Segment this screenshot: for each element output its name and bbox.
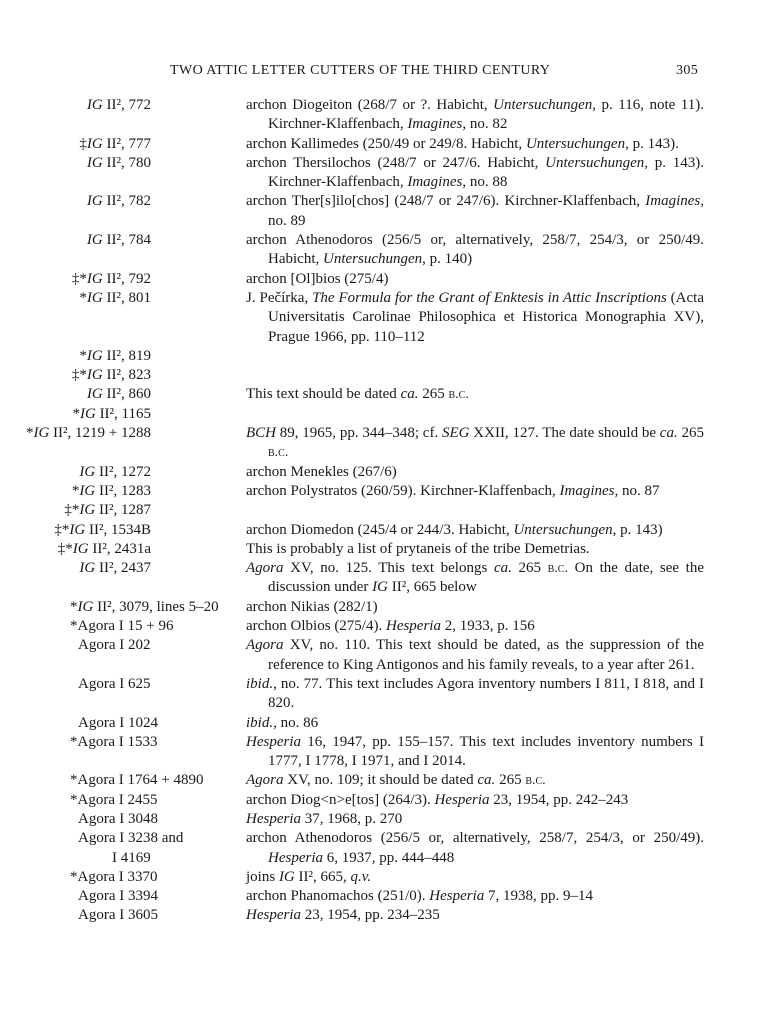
list-item	[0, 270, 777, 289]
inscription-description: This is probably a list of prytaneis of the tribe Demetrias.	[246, 540, 590, 557]
inscription-description: Hesperia 37, 1968, p. 270	[246, 810, 403, 827]
inscription-description: archon Athenodoros (256/5 or, alternatively, 258/7, 254/3, or 250/49. Habicht, Untersuchungen, p. 140)	[246, 232, 704, 268]
inscription-reference: IG II², 772	[86, 97, 151, 113]
list-item	[0, 135, 777, 154]
inscription-reference: *IG II², 801	[79, 289, 151, 306]
inscription-reference: Agora I 3238 and	[78, 830, 184, 847]
inscription-reference: ‡IG II², 777	[79, 135, 151, 152]
inscription-description: archon Diogeiton (268/7 or ?. Habicht, Untersuchungen, p. 116, note 11). Kirchner-Klaffenbach, Imagines, no. 82	[246, 97, 704, 133]
inscription-reference: IG II², 860	[86, 386, 151, 403]
inscription-description: Hesperia 16, 1947, pp. 155–157. This text includes inventory numbers I 1777, I 1778, I 1971, and I 2014.	[246, 733, 704, 770]
inscription-reference: *IG II², 1283	[71, 482, 151, 499]
inscription-reference: IG II², 784	[86, 232, 151, 249]
list-item	[0, 791, 777, 810]
inscription-reference: *Agora I 1764 + 4890	[70, 772, 204, 789]
inscription-description: J. Pečírka, The Formula for the Grant of Enktesis in Attic Inscriptions (Acta Universitatis Carolinae Philosophica et Historica Monographia XV), Prague 1966, pp. 110–112	[246, 289, 704, 345]
list-item	[0, 231, 777, 270]
inscription-reference-continued: I 4169	[112, 849, 151, 866]
page-number: 305	[676, 63, 699, 78]
inscription-description: Hesperia 23, 1954, pp. 234–235	[246, 907, 440, 924]
list-item	[0, 771, 777, 790]
inscription-description: archon Athenodoros (256/5 or, alternatively, 258/7, 254/3, or 250/49). Hesperia 6, 1937, pp. 444–448	[246, 830, 704, 866]
inscription-description: joins IG II², 665, q.v.	[246, 868, 372, 885]
inscription-description: Agora XV, no. 125. This text belongs ca. 265 b.c. On the date, see the discussion under IG II², 665 below	[246, 560, 705, 596]
list-item	[0, 366, 777, 385]
inscription-reference: IG II², 780	[86, 154, 151, 171]
list-item	[0, 405, 777, 424]
inscription-description: ibid., no. 77. This text includes Agora inventory numbers I 811, I 818, and I 820.	[246, 675, 704, 712]
list-item	[0, 482, 777, 501]
list-item	[0, 559, 777, 598]
inscription-reference: *IG II², 819	[79, 347, 151, 364]
inscription-description: archon Kallimedes (250/49 or 249/8. Habicht, Untersuchungen, p. 143).	[246, 135, 679, 152]
inscription-description: archon Diog<n>e[tos] (264/3). Hesperia 23, 1954, pp. 242–243	[246, 791, 629, 808]
inscription-description	[246, 405, 704, 424]
inscription-description: ibid., no. 86	[246, 714, 319, 731]
list-item	[0, 868, 777, 887]
inscription-reference: ‡*IG II², 2431a	[57, 540, 151, 557]
list-item	[0, 463, 777, 482]
inscription-description: archon [Ol]bios (275/4)	[246, 270, 389, 287]
inscription-reference: IG II², 2437	[79, 560, 151, 577]
inscription-list	[0, 96, 777, 926]
list-item	[0, 675, 777, 714]
inscription-reference: *IG II², 1165	[72, 405, 151, 422]
list-item	[0, 501, 777, 520]
inscription-description: BCH 89, 1965, pp. 344–348; cf. SEG XXII, 127. The date should be ca. 265 b.c.	[246, 425, 704, 461]
inscription-reference: ‡*IG II², 1534B	[54, 521, 151, 538]
list-item	[0, 714, 777, 733]
inscription-reference: Agora I 3605	[78, 907, 158, 924]
list-item	[0, 636, 777, 675]
inscription-reference: *Agora I 1533	[70, 733, 158, 750]
list-item	[0, 906, 777, 925]
inscription-reference: ‡*IG II², 792	[71, 270, 151, 287]
inscription-description: archon Ther[s]ilo[chos] (248/7 or 247/6). Kirchner-Klaffenbach, Imagines, no. 89	[246, 193, 704, 229]
list-item	[0, 347, 777, 366]
inscription-description: archon Thersilochos (248/7 or 247/6. Habicht, Untersuchungen, p. 143). Kirchner-Klaffenbach, Imagines, no. 88	[246, 154, 704, 191]
inscription-reference: IG II², 782	[86, 193, 151, 210]
list-item	[0, 540, 777, 559]
inscription-description: archon Olbios (275/4). Hesperia 2, 1933, p. 156	[246, 618, 535, 635]
list-item	[0, 289, 777, 347]
list-item	[0, 424, 777, 463]
running-title: TWO ATTIC LETTER CUTTERS OF THE THIRD CENTURY	[170, 63, 551, 78]
inscription-reference: *Agora I 3370	[70, 868, 158, 885]
inscription-description	[246, 501, 704, 520]
list-item	[0, 617, 777, 636]
inscription-description	[246, 366, 704, 385]
inscription-description: archon Menekles (267/6)	[246, 463, 397, 480]
inscription-description: Agora XV, no. 110. This text should be dated, as the suppression of the reference to King Antigonos and his family reveals, to a year after 261.	[246, 637, 704, 673]
inscription-reference: IG II², 1272	[79, 463, 151, 480]
inscription-description	[246, 347, 704, 366]
inscription-description: archon Diomedon (245/4 or 244/3. Habicht, Untersuchungen, p. 143)	[246, 521, 663, 538]
inscription-description: This text should be dated ca. 265 b.c.	[246, 386, 469, 403]
list-item	[0, 733, 777, 772]
inscription-description: archon Phanomachos (251/0). Hesperia 7, 1938, pp. 9–14	[246, 888, 594, 905]
list-item	[0, 192, 777, 231]
list-item	[0, 385, 777, 404]
list-item	[0, 887, 777, 906]
list-item	[0, 154, 777, 193]
inscription-reference: Agora I 3048	[78, 810, 158, 827]
list-item	[0, 810, 777, 829]
inscription-reference: *IG II², 3079, lines 5–20	[70, 598, 219, 615]
inscription-reference: ‡*IG II², 823	[71, 367, 151, 384]
inscription-reference: Agora I 202	[78, 637, 151, 654]
inscription-reference: Agora I 625	[78, 675, 151, 692]
list-item	[0, 521, 777, 540]
inscription-reference: Agora I 1024	[78, 714, 158, 731]
inscription-reference: ‡*IG II², 1287	[64, 502, 151, 519]
inscription-description: archon Polystratos (260/59). Kirchner-Klaffenbach, Imagines, no. 87	[246, 482, 660, 499]
inscription-reference: *Agora I 2455	[70, 791, 158, 808]
list-item	[0, 96, 777, 135]
list-item	[0, 829, 777, 868]
inscription-description: Agora XV, no. 109; it should be dated ca. 265 b.c.	[246, 772, 546, 789]
list-item	[0, 598, 777, 617]
inscription-reference: *IG II², 1219 + 1288	[25, 425, 151, 442]
inscription-reference: Agora I 3394	[78, 888, 158, 905]
inscription-reference: *Agora I 15 + 96	[70, 618, 174, 635]
running-header	[0, 63, 777, 85]
inscription-description: archon Nikias (282/1)	[246, 598, 378, 615]
